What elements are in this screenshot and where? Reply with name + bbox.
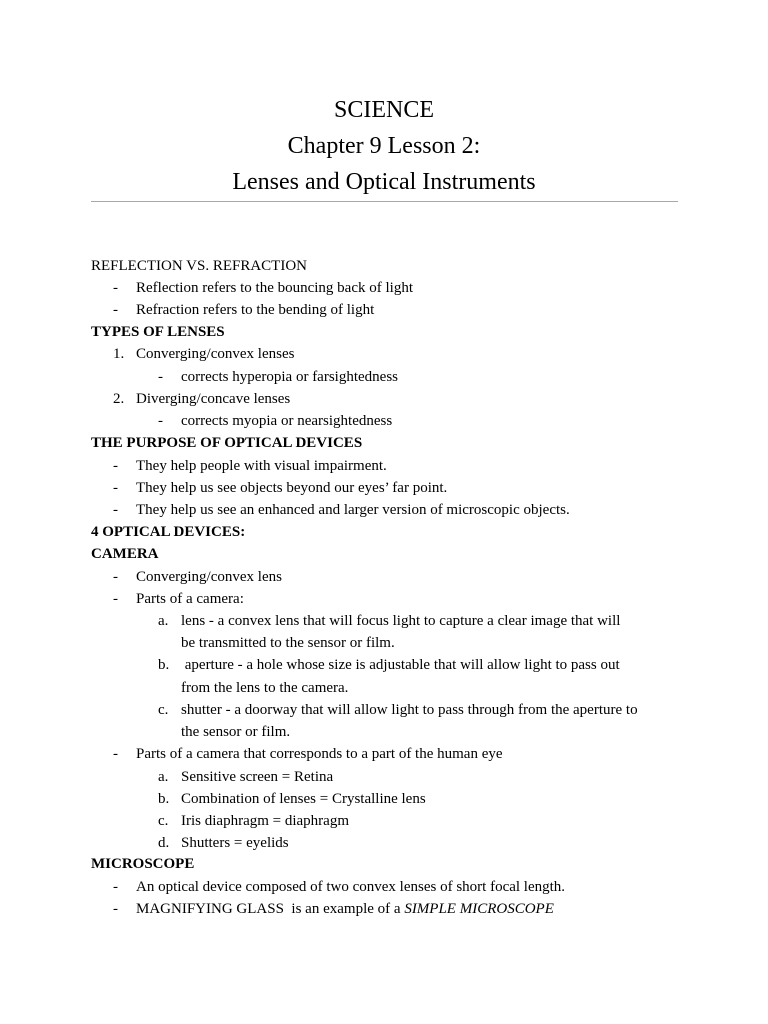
microscope-item-emphasis: SIMPLE MICROSCOPE <box>404 901 554 917</box>
bullet-marker: - <box>158 413 163 429</box>
list-marker: d. <box>158 835 170 851</box>
microscope-item <box>136 900 554 918</box>
camera-part-line: shutter - a doorway that will allow light to pass through from the aperture to <box>181 702 638 718</box>
camera-part-line: lens - a convex lens that will focus light to capture a clear image that will <box>181 613 621 629</box>
camera-part-line: from the lens to the camera. <box>181 680 349 696</box>
camera-item: Converging/convex lens <box>136 569 282 585</box>
bullet-marker: - <box>158 369 163 385</box>
camera-part-line: be transmitted to the sensor or film. <box>181 635 395 651</box>
camera-item: Parts of a camera that corresponds to a part of the human eye <box>136 746 503 762</box>
bullet-marker: - <box>113 302 118 318</box>
list-marker: a. <box>158 613 169 629</box>
bullet-marker: - <box>113 458 118 474</box>
reflection-item: Reflection refers to the bouncing back of light <box>136 280 413 296</box>
bullet-marker: - <box>113 480 118 496</box>
lens-type-subitem: corrects myopia or nearsightedness <box>181 413 393 429</box>
eye-part-item: Sensitive screen = Retina <box>181 769 334 785</box>
camera-item: Parts of a camera: <box>136 591 244 607</box>
lens-type-item: Converging/convex lenses <box>136 346 295 362</box>
bullet-marker: - <box>113 746 118 762</box>
bullet-marker: - <box>113 280 118 296</box>
eye-part-item: Shutters = eyelids <box>181 835 289 851</box>
lens-type-subitem: corrects hyperopia or farsightedness <box>181 369 399 385</box>
list-marker: c. <box>158 813 169 829</box>
list-marker: b. <box>158 791 170 807</box>
chapter-title: Chapter 9 Lesson 2: <box>287 133 481 159</box>
camera-part-line: aperture - a hole whose size is adjustable that will allow light to pass out <box>181 657 620 673</box>
lenses-heading: TYPES OF LENSES <box>91 324 225 340</box>
bullet-marker: - <box>113 569 118 585</box>
list-marker: 1. <box>113 346 125 362</box>
devices-heading: 4 OPTICAL DEVICES: <box>91 524 246 540</box>
purpose-item: They help us see an enhanced and larger version of microscopic objects. <box>136 502 570 518</box>
bullet-marker: - <box>113 502 118 518</box>
refraction-item: Refraction refers to the bending of light <box>136 302 375 318</box>
purpose-heading: THE PURPOSE OF OPTICAL DEVICES <box>91 435 363 451</box>
purpose-item: They help people with visual impairment. <box>136 458 387 474</box>
eye-part-item: Iris diaphragm = diaphragm <box>181 813 349 829</box>
reflection-heading: REFLECTION VS. REFRACTION <box>91 258 307 274</box>
subject-title: SCIENCE <box>333 97 434 123</box>
microscope-heading: MICROSCOPE <box>91 856 195 872</box>
bullet-marker: - <box>113 591 118 607</box>
bullet-marker: - <box>113 879 118 895</box>
lens-type-item: Diverging/concave lenses <box>136 391 291 407</box>
camera-heading: CAMERA <box>91 546 159 562</box>
topic-title: Lenses and Optical Instruments <box>232 169 536 195</box>
list-marker: a. <box>158 769 169 785</box>
microscope-item-text: MAGNIFYING GLASS is an example of a <box>136 901 405 917</box>
list-marker: b. <box>158 657 170 673</box>
purpose-item: They help us see objects beyond our eyes’ far point. <box>136 480 448 496</box>
eye-part-item: Combination of lenses = Crystalline lens <box>181 791 426 807</box>
list-marker: c. <box>158 702 169 718</box>
microscope-item: An optical device composed of two convex lenses of short focal length. <box>136 879 566 895</box>
camera-part-line: the sensor or film. <box>181 724 291 740</box>
bullet-marker: - <box>113 901 118 917</box>
list-marker: 2. <box>113 391 125 407</box>
title-divider <box>91 201 678 202</box>
